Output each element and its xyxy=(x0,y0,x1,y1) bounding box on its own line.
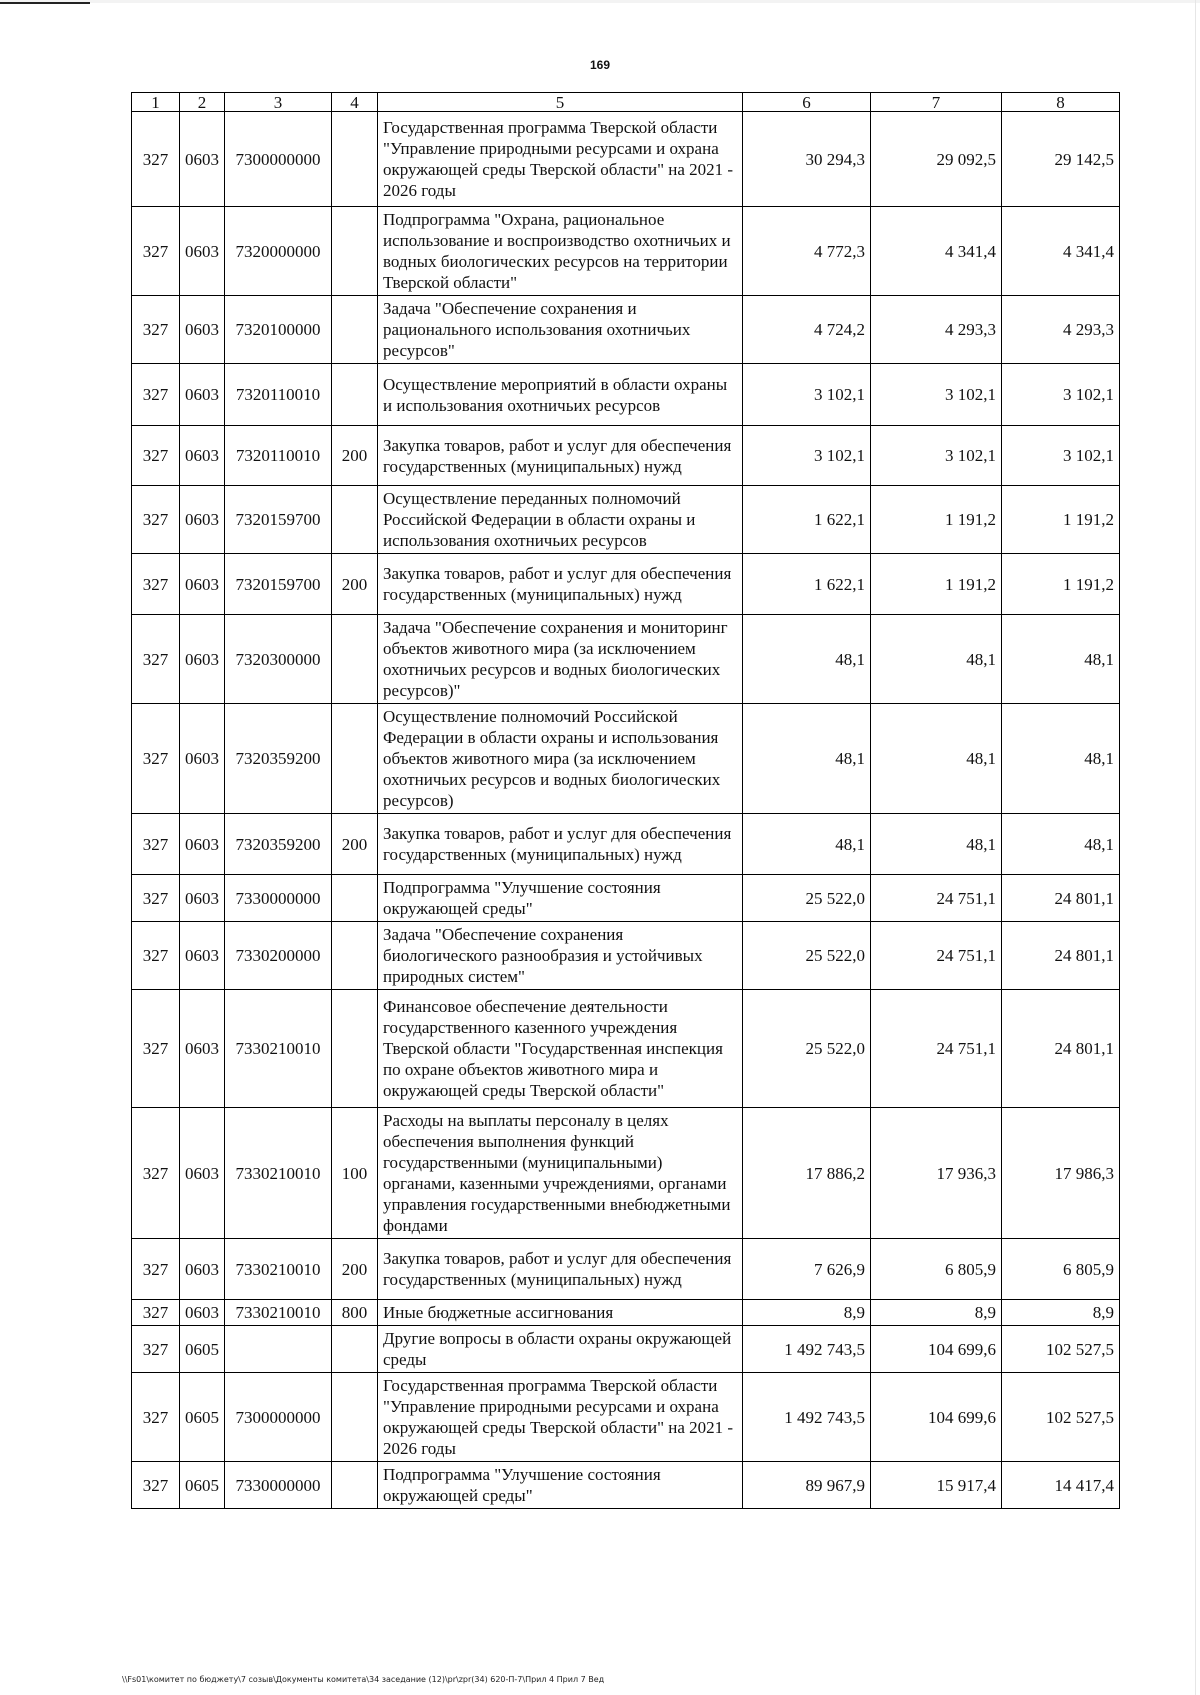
cell-description: Закупка товаров, работ и услуг для обеспечения государственных (муниципальных) нужд xyxy=(378,426,743,486)
cell-amount-col7: 17 936,3 xyxy=(871,1108,1002,1239)
cell-amount-col8: 1 191,2 xyxy=(1002,554,1120,615)
cell-amount-col6: 8,9 xyxy=(743,1300,871,1326)
cell-target-code: 7320000000 xyxy=(225,207,332,296)
cell-description: Подпрограмма "Улучшение состояния окружающей среды" xyxy=(378,1462,743,1509)
cell-amount-col6: 3 102,1 xyxy=(743,364,871,426)
cell-description: Подпрограмма "Улучшение состояния окружающей среды" xyxy=(378,875,743,922)
cell-amount-col8: 24 801,1 xyxy=(1002,875,1120,922)
table-row xyxy=(132,1373,1120,1462)
cell-amount-col8: 1 191,2 xyxy=(1002,486,1120,554)
cell-description: Финансовое обеспечение деятельности государственного казенного учреждения Тверской области "Государственная инспекция по охране объектов животного мира и окружающей среды Тверской области" xyxy=(378,990,743,1108)
cell-expense-type: 200 xyxy=(332,814,378,875)
cell-amount-col7: 24 751,1 xyxy=(871,922,1002,990)
header-col-4: 4 xyxy=(332,93,378,112)
cell-amount-col6: 89 967,9 xyxy=(743,1462,871,1509)
cell-amount-col7: 48,1 xyxy=(871,615,1002,704)
cell-section: 0603 xyxy=(180,296,225,364)
cell-amount-col8: 102 527,5 xyxy=(1002,1326,1120,1373)
cell-amount-col7: 29 092,5 xyxy=(871,112,1002,207)
cell-section: 0603 xyxy=(180,1300,225,1326)
cell-amount-col7: 4 341,4 xyxy=(871,207,1002,296)
cell-target-code: 7330200000 xyxy=(225,922,332,990)
cell-expense-type xyxy=(332,922,378,990)
cell-target-code: 7320159700 xyxy=(225,554,332,615)
cell-admin: 327 xyxy=(132,990,180,1108)
cell-amount-col7: 24 751,1 xyxy=(871,875,1002,922)
cell-target-code: 7330000000 xyxy=(225,1462,332,1509)
header-row xyxy=(132,93,1120,112)
cell-amount-col6: 1 492 743,5 xyxy=(743,1373,871,1462)
cell-target-code: 7320359200 xyxy=(225,704,332,814)
cell-target-code: 7300000000 xyxy=(225,112,332,207)
cell-amount-col7: 3 102,1 xyxy=(871,426,1002,486)
cell-section: 0603 xyxy=(180,486,225,554)
table-row xyxy=(132,364,1120,426)
cell-amount-col8: 17 986,3 xyxy=(1002,1108,1120,1239)
cell-description: Осуществление полномочий Российской Федерации в области охраны и использования объектов животного мира (за исключением охотничьих ресурсов и водных биологических ресурсов) xyxy=(378,704,743,814)
cell-amount-col7: 104 699,6 xyxy=(871,1373,1002,1462)
cell-target-code: 7320110010 xyxy=(225,426,332,486)
cell-amount-col6: 1 622,1 xyxy=(743,554,871,615)
cell-amount-col8: 8,9 xyxy=(1002,1300,1120,1326)
table-row xyxy=(132,1300,1120,1326)
cell-section: 0603 xyxy=(180,875,225,922)
cell-section: 0603 xyxy=(180,814,225,875)
cell-admin: 327 xyxy=(132,1239,180,1300)
cell-amount-col8: 102 527,5 xyxy=(1002,1373,1120,1462)
cell-section: 0605 xyxy=(180,1326,225,1373)
header-col-1: 1 xyxy=(132,93,180,112)
cell-description: Другие вопросы в области охраны окружающей среды xyxy=(378,1326,743,1373)
cell-amount-col8: 48,1 xyxy=(1002,615,1120,704)
cell-description: Осуществление переданных полномочий Российской Федерации в области охраны и использования охотничьих ресурсов xyxy=(378,486,743,554)
cell-expense-type xyxy=(332,615,378,704)
cell-admin: 327 xyxy=(132,922,180,990)
table-body xyxy=(132,112,1120,1509)
cell-admin: 327 xyxy=(132,704,180,814)
cell-amount-col6: 30 294,3 xyxy=(743,112,871,207)
page-number: 169 xyxy=(589,58,611,72)
cell-admin: 327 xyxy=(132,875,180,922)
table-row xyxy=(132,296,1120,364)
cell-target-code: 7330210010 xyxy=(225,1239,332,1300)
cell-amount-col6: 25 522,0 xyxy=(743,875,871,922)
table-row xyxy=(132,615,1120,704)
table-row xyxy=(132,486,1120,554)
cell-expense-type xyxy=(332,1326,378,1373)
cell-description: Задача "Обеспечение сохранения и рационального использования охотничьих ресурсов" xyxy=(378,296,743,364)
cell-amount-col6: 7 626,9 xyxy=(743,1239,871,1300)
cell-amount-col6: 1 492 743,5 xyxy=(743,1326,871,1373)
cell-amount-col6: 1 622,1 xyxy=(743,486,871,554)
cell-target-code: 7330000000 xyxy=(225,875,332,922)
cell-target-code: 7320100000 xyxy=(225,296,332,364)
cell-amount-col7: 1 191,2 xyxy=(871,554,1002,615)
cell-expense-type xyxy=(332,1373,378,1462)
cell-amount-col8: 4 293,3 xyxy=(1002,296,1120,364)
cell-amount-col6: 17 886,2 xyxy=(743,1108,871,1239)
cell-expense-type: 200 xyxy=(332,426,378,486)
cell-amount-col8: 3 102,1 xyxy=(1002,426,1120,486)
header-col-2: 2 xyxy=(180,93,225,112)
cell-amount-col7: 48,1 xyxy=(871,704,1002,814)
cell-section: 0603 xyxy=(180,990,225,1108)
table-row xyxy=(132,426,1120,486)
cell-amount-col6: 4 724,2 xyxy=(743,296,871,364)
cell-amount-col8: 29 142,5 xyxy=(1002,112,1120,207)
cell-admin: 327 xyxy=(132,486,180,554)
cell-admin: 327 xyxy=(132,296,180,364)
table-row xyxy=(132,1108,1120,1239)
table-row xyxy=(132,990,1120,1108)
cell-admin: 327 xyxy=(132,1108,180,1239)
cell-section: 0603 xyxy=(180,207,225,296)
cell-description: Закупка товаров, работ и услуг для обеспечения государственных (муниципальных) нужд xyxy=(378,1239,743,1300)
footer-file-path: \\Fs01\комитет по бюджету\7 созыв\Документы комитета\34 заседание (12)\pr\zpr(34) 620-П-7\Прил 4 Прил 7 Вед xyxy=(122,1675,605,1684)
scan-edge xyxy=(0,0,1200,3)
header-col-8: 8 xyxy=(1002,93,1120,112)
table-row xyxy=(132,112,1120,207)
cell-amount-col7: 3 102,1 xyxy=(871,364,1002,426)
cell-admin: 327 xyxy=(132,1462,180,1509)
table-row xyxy=(132,1326,1120,1373)
cell-amount-col8: 3 102,1 xyxy=(1002,364,1120,426)
cell-description: Задача "Обеспечение сохранения и мониторинг объектов животного мира (за исключением охотничьих ресурсов и водных биологических ресурсов)" xyxy=(378,615,743,704)
cell-amount-col7: 6 805,9 xyxy=(871,1239,1002,1300)
cell-section: 0603 xyxy=(180,554,225,615)
cell-expense-type xyxy=(332,112,378,207)
cell-expense-type xyxy=(332,207,378,296)
cell-target-code: 7320359200 xyxy=(225,814,332,875)
table-row xyxy=(132,1462,1120,1509)
cell-amount-col8: 4 341,4 xyxy=(1002,207,1120,296)
cell-target-code xyxy=(225,1326,332,1373)
cell-expense-type xyxy=(332,1462,378,1509)
cell-expense-type xyxy=(332,990,378,1108)
cell-target-code: 7320110010 xyxy=(225,364,332,426)
cell-expense-type xyxy=(332,875,378,922)
cell-amount-col7: 104 699,6 xyxy=(871,1326,1002,1373)
cell-admin: 327 xyxy=(132,554,180,615)
cell-expense-type: 800 xyxy=(332,1300,378,1326)
table-row xyxy=(132,814,1120,875)
cell-admin: 327 xyxy=(132,426,180,486)
header-col-3: 3 xyxy=(225,93,332,112)
header-col-6: 6 xyxy=(743,93,871,112)
cell-description: Закупка товаров, работ и услуг для обеспечения государственных (муниципальных) нужд xyxy=(378,554,743,615)
table-row xyxy=(132,922,1120,990)
table-header xyxy=(132,93,1120,112)
cell-amount-col6: 25 522,0 xyxy=(743,922,871,990)
cell-target-code: 7320159700 xyxy=(225,486,332,554)
cell-admin: 327 xyxy=(132,364,180,426)
cell-amount-col7: 4 293,3 xyxy=(871,296,1002,364)
cell-admin: 327 xyxy=(132,1300,180,1326)
cell-description: Иные бюджетные ассигнования xyxy=(378,1300,743,1326)
cell-expense-type: 200 xyxy=(332,554,378,615)
cell-admin: 327 xyxy=(132,112,180,207)
cell-expense-type xyxy=(332,364,378,426)
cell-description: Осуществление мероприятий в области охраны и использования охотничьих ресурсов xyxy=(378,364,743,426)
cell-section: 0603 xyxy=(180,112,225,207)
table-row xyxy=(132,207,1120,296)
cell-section: 0603 xyxy=(180,1108,225,1239)
cell-admin: 327 xyxy=(132,615,180,704)
cell-section: 0605 xyxy=(180,1373,225,1462)
cell-amount-col7: 1 191,2 xyxy=(871,486,1002,554)
cell-amount-col6: 25 522,0 xyxy=(743,990,871,1108)
cell-amount-col8: 6 805,9 xyxy=(1002,1239,1120,1300)
cell-target-code: 7330210010 xyxy=(225,990,332,1108)
cell-admin: 327 xyxy=(132,1373,180,1462)
cell-admin: 327 xyxy=(132,1326,180,1373)
cell-amount-col7: 24 751,1 xyxy=(871,990,1002,1108)
scan-edge-mark xyxy=(0,2,90,4)
cell-expense-type: 200 xyxy=(332,1239,378,1300)
cell-amount-col6: 3 102,1 xyxy=(743,426,871,486)
cell-description: Расходы на выплаты персоналу в целях обеспечения выполнения функций государственными (муниципальными) органами, казенными учреждениями, органами управления государственными внебюджетными фондами xyxy=(378,1108,743,1239)
cell-expense-type xyxy=(332,486,378,554)
cell-description: Подпрограмма "Охрана, рациональное использование и воспроизводство охотничьих и водных биологических ресурсов на территории Тверской области" xyxy=(378,207,743,296)
cell-description: Государственная программа Тверской области "Управление природными ресурсами и охрана окружающей среды Тверской области" на 2021 - 2026 годы xyxy=(378,112,743,207)
cell-description: Задача "Обеспечение сохранения биологического разнообразия и устойчивых природных систем" xyxy=(378,922,743,990)
cell-section: 0605 xyxy=(180,1462,225,1509)
cell-amount-col7: 8,9 xyxy=(871,1300,1002,1326)
cell-amount-col6: 4 772,3 xyxy=(743,207,871,296)
table-row xyxy=(132,875,1120,922)
cell-amount-col8: 24 801,1 xyxy=(1002,990,1120,1108)
header-col-5: 5 xyxy=(378,93,743,112)
cell-target-code: 7320300000 xyxy=(225,615,332,704)
cell-target-code: 7330210010 xyxy=(225,1300,332,1326)
cell-amount-col8: 48,1 xyxy=(1002,814,1120,875)
cell-target-code: 7330210010 xyxy=(225,1108,332,1239)
cell-section: 0603 xyxy=(180,704,225,814)
cell-expense-type: 100 xyxy=(332,1108,378,1239)
scan-right-edge xyxy=(1195,0,1196,1695)
cell-description: Закупка товаров, работ и услуг для обеспечения государственных (муниципальных) нужд xyxy=(378,814,743,875)
cell-section: 0603 xyxy=(180,1239,225,1300)
cell-amount-col6: 48,1 xyxy=(743,615,871,704)
cell-target-code: 7300000000 xyxy=(225,1373,332,1462)
table-row xyxy=(132,554,1120,615)
cell-section: 0603 xyxy=(180,922,225,990)
cell-amount-col6: 48,1 xyxy=(743,814,871,875)
table-row xyxy=(132,704,1120,814)
budget-table xyxy=(131,92,1120,1509)
cell-admin: 327 xyxy=(132,814,180,875)
cell-section: 0603 xyxy=(180,615,225,704)
cell-amount-col8: 48,1 xyxy=(1002,704,1120,814)
cell-admin: 327 xyxy=(132,207,180,296)
cell-section: 0603 xyxy=(180,426,225,486)
header-col-7: 7 xyxy=(871,93,1002,112)
cell-expense-type xyxy=(332,296,378,364)
cell-amount-col7: 48,1 xyxy=(871,814,1002,875)
cell-amount-col8: 14 417,4 xyxy=(1002,1462,1120,1509)
cell-amount-col6: 48,1 xyxy=(743,704,871,814)
cell-amount-col7: 15 917,4 xyxy=(871,1462,1002,1509)
table-row xyxy=(132,1239,1120,1300)
cell-amount-col8: 24 801,1 xyxy=(1002,922,1120,990)
cell-description: Государственная программа Тверской области "Управление природными ресурсами и охрана окружающей среды Тверской области" на 2021 - 2026 годы xyxy=(378,1373,743,1462)
cell-section: 0603 xyxy=(180,364,225,426)
cell-expense-type xyxy=(332,704,378,814)
